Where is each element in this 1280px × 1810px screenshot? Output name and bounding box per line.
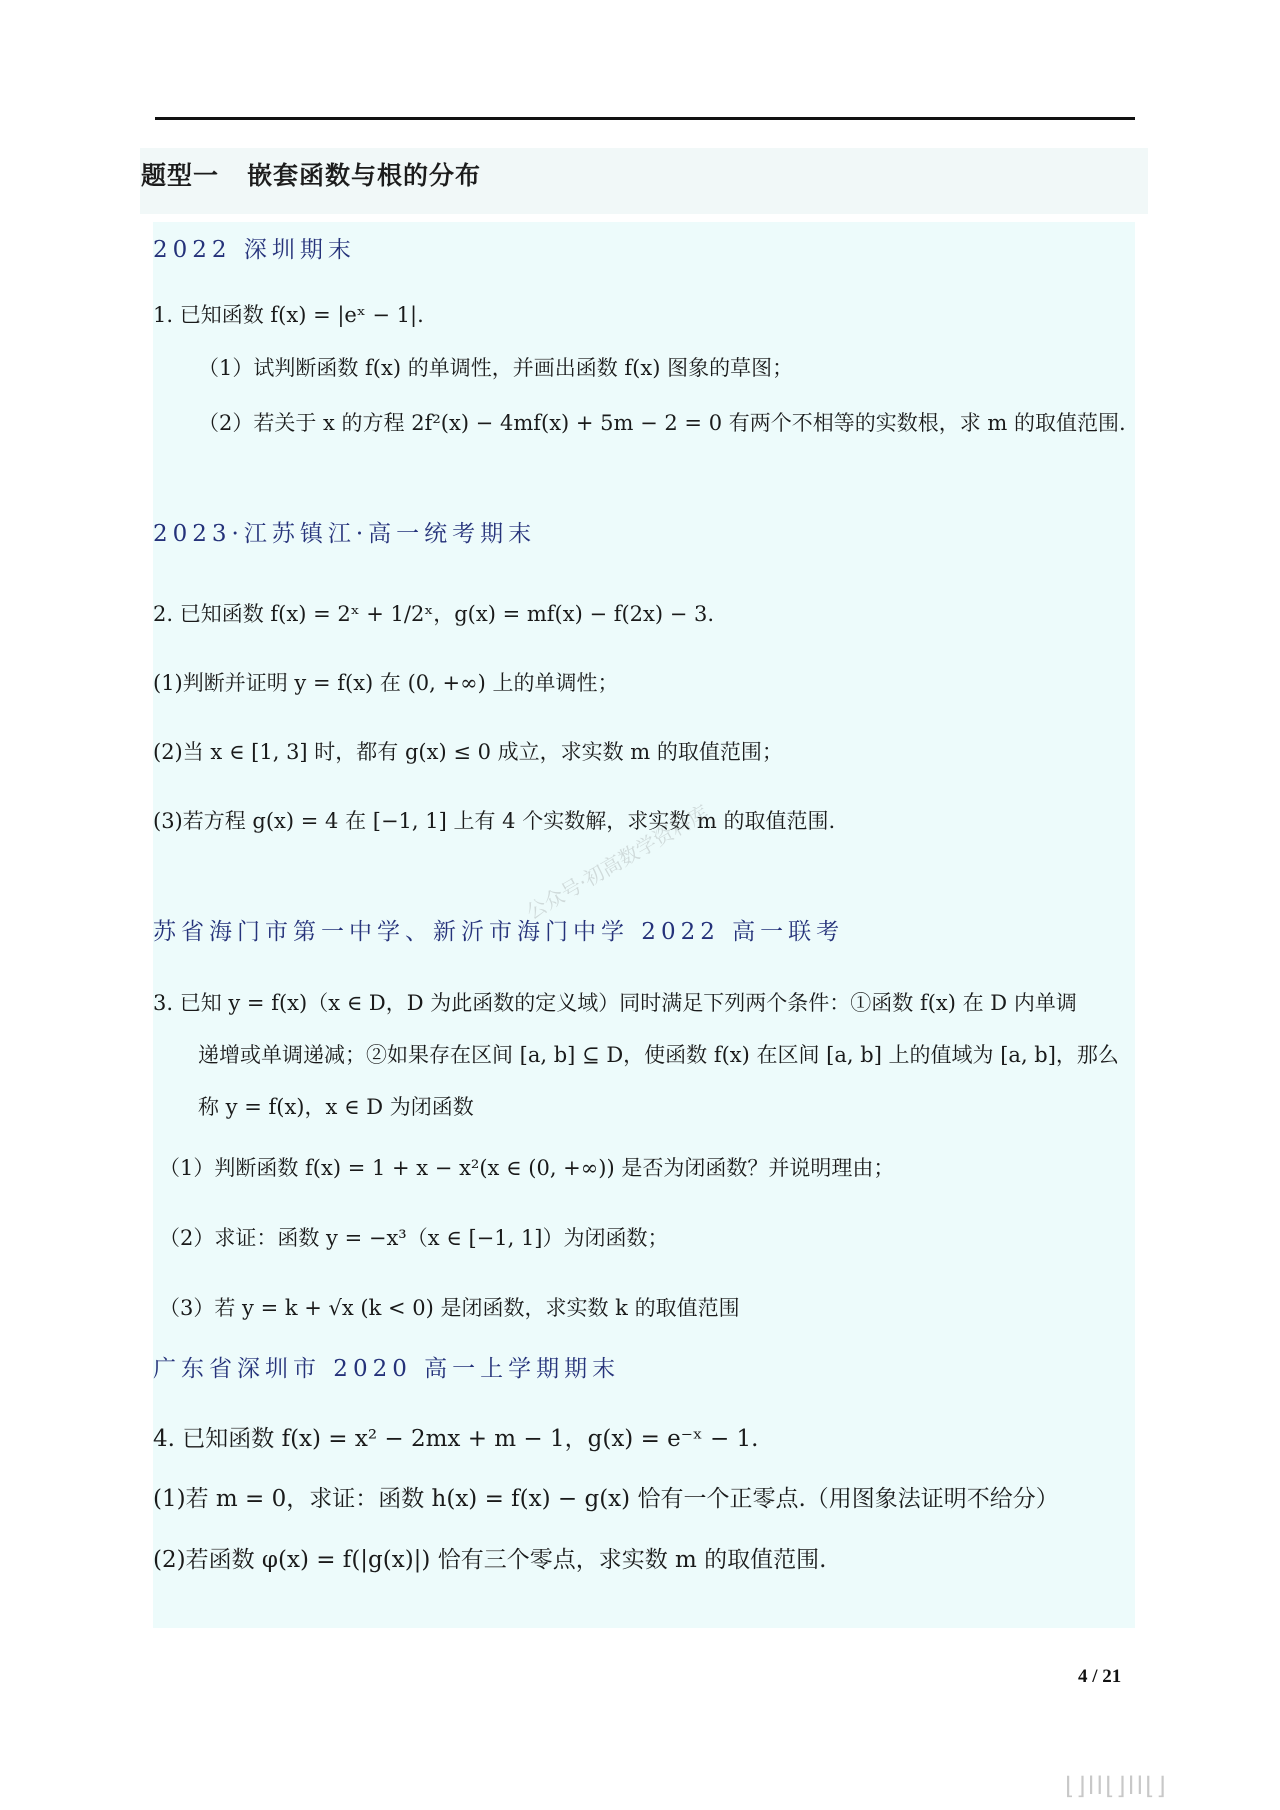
section-heading: 嵌套函数与根的分布: [247, 161, 482, 190]
problem-3-source: 苏省海门市第一中学、新沂市海门中学 2022 高一联考: [153, 919, 845, 945]
problem-4-part-1: (1)若 m = 0，求证：函数 h(x) = f(x) − g(x) 恰有一个正零点.（用图象法证明不给分）: [153, 1486, 1059, 1512]
page-number: 4 / 21: [1078, 1666, 1122, 1687]
problem-3-part-3: （3）若 y = k + √x (k < 0) 是闭函数，求实数 k 的取值范围: [159, 1296, 740, 1320]
problem-1-part-2: （2）若关于 x 的方程 2f²(x) − 4mf(x) + 5m − 2 = 0 有两个不相等的实数根，求 m 的取值范围.: [198, 411, 1126, 435]
problem-4-source: 广东省深圳市 2020 高一上学期期末: [153, 1356, 621, 1382]
problem-3-part-2: （2）求证：函数 y = −x³（x ∈ [−1, 1]）为闭函数；: [159, 1226, 669, 1250]
problem-2-stem: 2. 已知函数 f(x) = 2ˣ + 1/2ˣ，g(x) = mf(x) − f(2x) − 3.: [153, 602, 715, 626]
watermark: 公众号·初高数学资料库: [522, 800, 713, 925]
problem-1-stem: 1. 已知函数 f(x) = |eˣ − 1|.: [153, 303, 424, 327]
section-title: [141, 156, 481, 192]
problem-2-part-3: (3)若方程 g(x) = 4 在 [−1, 1] 上有 4 个实数解，求实数 m 的取值范围.: [153, 809, 836, 833]
problem-4-part-2: (2)若函数 φ(x) = f(|g(x)|) 恰有三个零点，求实数 m 的取值范围.: [153, 1547, 827, 1573]
problem-1-source: 2022 深圳期末: [153, 237, 356, 263]
problem-3-stem-line-3: 称 y = f(x)，x ∈ D 为闭函数: [198, 1095, 474, 1119]
problem-3-stem-line-1: 3. 已知 y = f(x)（x ∈ D，D 为此函数的定义域）同时满足下列两个条件：①函数 f(x) 在 D 内单调: [153, 991, 1077, 1015]
footer-brand-mark: ⌊⌋ll⌊⌋ll⌊⌋: [1065, 1772, 1168, 1800]
problem-2-part-2: (2)当 x ∈ [1, 3] 时，都有 g(x) ≤ 0 成立，求实数 m 的取值范围；: [153, 740, 783, 764]
section-label: 题型一: [141, 161, 220, 190]
problem-2-part-1: (1)判断并证明 y = f(x) 在 (0, +∞) 上的单调性；: [153, 671, 619, 695]
problem-4-stem: 4. 已知函数 f(x) = x² − 2mx + m − 1，g(x) = e⁻ˣ − 1.: [153, 1426, 759, 1452]
top-rule: [155, 117, 1135, 120]
problem-3-part-1: （1）判断函数 f(x) = 1 + x − x²(x ∈ (0, +∞)) 是否为闭函数？并说明理由；: [159, 1156, 895, 1180]
problem-3-stem-line-2: 递增或单调递减；②如果存在区间 [a, b] ⊆ D，使函数 f(x) 在区间 [a, b] 上的值域为 [a, b]，那么: [198, 1043, 1119, 1067]
problem-1-part-1: （1）试判断函数 f(x) 的单调性，并画出函数 f(x) 图象的草图；: [198, 356, 794, 380]
problem-2-source: 2023·江苏镇江·高一统考期末: [153, 521, 537, 547]
